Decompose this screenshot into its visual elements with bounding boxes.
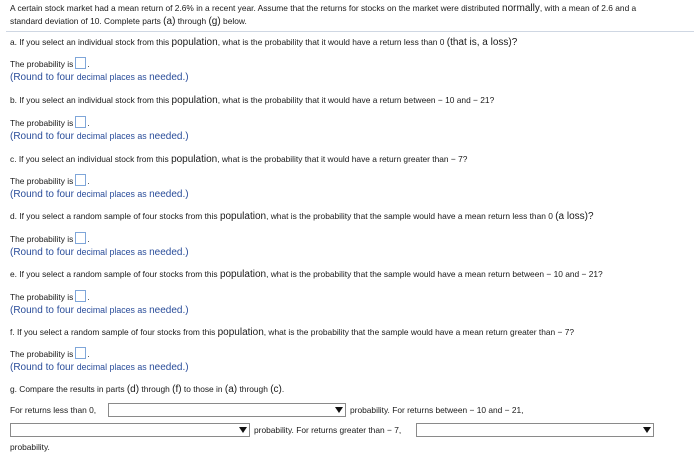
compare-label-between: probability. For returns between − 10 and − 21, <box>350 405 524 415</box>
hint-part-3: needed.) <box>149 305 189 316</box>
compare-select-between[interactable] <box>10 423 250 437</box>
intro-text-1: A certain stock market had a mean return of 2.6% in a recent year. Assume that the returns for stocks on the market were distributed <box>10 3 503 13</box>
question-d-text-3: (a loss)? <box>555 211 594 222</box>
intro-line2-a: standard deviation of 10. Complete parts <box>10 16 164 26</box>
question-d-text: d. If you select a random sample of four stocks from this <box>10 211 220 221</box>
dropdown-triangle-icon <box>642 425 652 435</box>
question-a-text: a. If you select an individual stock from this <box>10 37 172 47</box>
question-g-ref-a: (a) <box>224 384 238 395</box>
answer-row-c: The probability is . <box>10 176 90 186</box>
question-a-text-2: , what is the probability that it would have a return less than 0 <box>217 37 447 47</box>
probability-label: The probability is <box>10 292 74 302</box>
compare-label-end: probability. <box>10 442 50 452</box>
question-g-ref-f: (f) <box>172 384 182 395</box>
hint-part-1: (Round to four <box>10 305 77 316</box>
question-part-d <box>10 210 690 223</box>
hint-part-1: (Round to four <box>10 362 77 373</box>
answer-row-b: The probability is . <box>10 118 90 128</box>
question-c-text-2: , what is the probability that it would have a return greater than − 7? <box>217 154 468 164</box>
question-c-text: c. If you select an individual stock from this <box>10 154 172 164</box>
question-g-text: g. Compare the results in parts <box>10 384 127 394</box>
answer-input-d[interactable] <box>75 232 86 244</box>
rounding-hint-d <box>10 246 189 259</box>
problem-intro <box>10 2 690 28</box>
question-e-text-2: , what is the probability that the sample would have a mean return between − 10 and − 21? <box>266 269 603 279</box>
compare-label-greater: probability. For returns greater than − 7, <box>254 425 402 435</box>
rounding-hint-e <box>10 304 189 317</box>
intro-line2-e: below. <box>220 16 247 26</box>
hint-part-1: (Round to four <box>10 72 77 83</box>
intro-line2-c: through <box>175 16 209 26</box>
question-a-text-3: (that is, a loss)? <box>446 37 518 48</box>
question-g-text-5: . <box>281 384 285 394</box>
probability-label: The probability is <box>10 349 74 359</box>
question-g-ref-d: (d) <box>126 384 140 395</box>
answer-row-f: The probability is . <box>10 349 90 359</box>
question-a-population: population <box>171 37 218 48</box>
question-part-c <box>10 153 690 166</box>
hint-part-3: needed.) <box>149 362 189 373</box>
question-part-f <box>10 326 690 339</box>
rounding-hint-f <box>10 361 189 374</box>
question-part-b <box>10 94 690 107</box>
question-part-g <box>10 383 690 396</box>
question-g-ref-c: (c) <box>270 384 282 395</box>
hint-part-2: decimal places as <box>76 131 150 141</box>
question-f-text: f. If you select a random sample of four stocks from this <box>10 327 218 337</box>
hint-part-3: needed.) <box>149 72 189 83</box>
question-d-population: population <box>219 211 267 222</box>
probability-label: The probability is <box>10 234 74 244</box>
answer-row-e: The probability is . <box>10 292 90 302</box>
question-b-population: population <box>171 95 218 106</box>
question-b-text: b. If you select an individual stock from this <box>10 95 172 105</box>
answer-input-a[interactable] <box>75 57 86 69</box>
rounding-hint-a <box>10 71 189 84</box>
hint-part-1: (Round to four <box>10 247 77 258</box>
intro-emphasis: normally <box>502 3 540 14</box>
question-g-text-2: through <box>139 384 173 394</box>
answer-row-a: The probability is . <box>10 59 90 69</box>
hint-part-3: needed.) <box>149 131 189 142</box>
question-e-text: e. If you select a random sample of four stocks from this <box>10 269 220 279</box>
dropdown-triangle-icon <box>238 425 248 435</box>
compare-select-less[interactable] <box>108 403 346 417</box>
hint-part-3: needed.) <box>149 189 189 200</box>
rounding-hint-b <box>10 130 189 143</box>
hint-part-2: decimal places as <box>76 72 150 82</box>
dropdown-triangle-icon <box>334 405 344 415</box>
question-part-e <box>10 268 690 281</box>
answer-input-e[interactable] <box>75 290 86 302</box>
rounding-hint-c <box>10 188 189 201</box>
hint-part-2: decimal places as <box>76 362 150 372</box>
probability-label: The probability is <box>10 118 74 128</box>
question-f-population: population <box>217 327 264 338</box>
question-part-a <box>10 36 690 49</box>
answer-input-f[interactable] <box>75 347 86 359</box>
compare-select-greater[interactable] <box>416 423 654 437</box>
hint-part-2: decimal places as <box>76 247 150 257</box>
compare-label-less: For returns less than 0, <box>10 405 97 415</box>
question-d-text-2: , what is the probability that the sample would have a mean return less than 0 <box>266 211 556 221</box>
question-b-text-2: , what is the probability that it would have a return between − 10 and − 21? <box>217 95 495 105</box>
hint-part-1: (Round to four <box>10 189 77 200</box>
divider <box>6 31 694 32</box>
hint-part-2: decimal places as <box>76 305 150 315</box>
answer-input-b[interactable] <box>75 116 86 128</box>
hint-part-2: decimal places as <box>76 189 150 199</box>
intro-line2-b: (a) <box>163 16 176 27</box>
answer-row-d: The probability is . <box>10 234 90 244</box>
hint-part-3: needed.) <box>149 247 189 258</box>
hint-part-1: (Round to four <box>10 131 77 142</box>
answer-input-c[interactable] <box>75 174 86 186</box>
question-f-text-2: , what is the probability that the sample would have a mean return greater than − 7? <box>263 327 575 337</box>
question-g-text-4: through <box>237 384 271 394</box>
probability-label: The probability is <box>10 176 74 186</box>
probability-label: The probability is <box>10 59 74 69</box>
intro-text-2: , with a mean of 2.6 and a <box>539 3 637 13</box>
question-c-population: population <box>171 154 218 165</box>
intro-line2-d: (g) <box>208 16 221 27</box>
question-e-population: population <box>219 269 267 280</box>
question-g-text-3: to those in <box>181 384 225 394</box>
